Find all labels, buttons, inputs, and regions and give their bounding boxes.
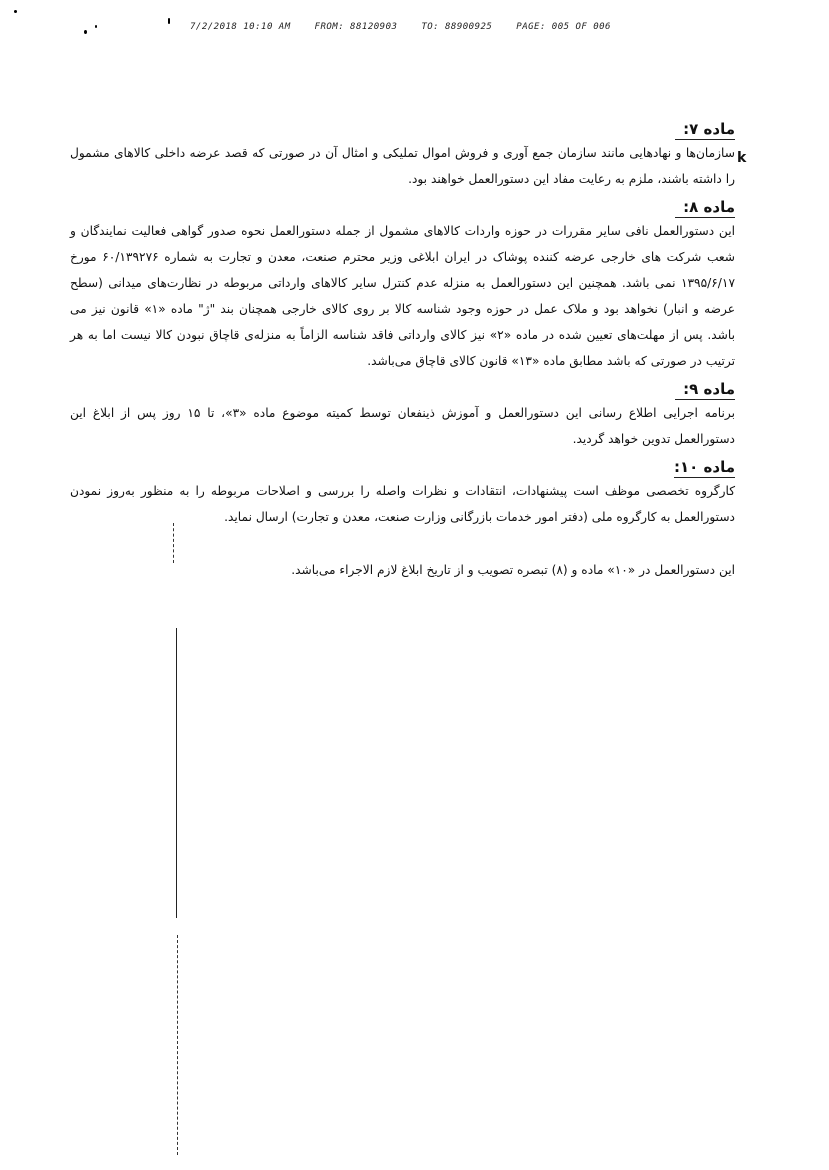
scan-speck xyxy=(168,18,170,24)
article-heading: ماده ۹: xyxy=(675,378,735,400)
article-9 xyxy=(70,378,735,400)
scan-speck xyxy=(84,30,87,34)
article-text: کارگروه تخصصی موظف است پیشنهادات، انتقادات و نظرات واصله را بررسی و اصلاحات مربوطه را به منظور به‌روز نمودن دستورالعمل به کارگروه ملی (دفتر امور خدمات بازرگانی وزارت صنعت، معدن و تجارت) ارسال نماید. xyxy=(70,484,735,524)
article-text: این دستورالعمل نافی سایر مقررات در حوزه واردات کالاهای مشمول از جمله دستورالعمل نحوه صدور گواهی فعالیت نمایندگان و شعب شرکت های خارجی عرضه کننده پوشاک در ایران ابلاغی وزیر محترم صنعت، معدن و تجارت به شماره ۶۰/۱۳۹۲۷۶ مورخ ۱۳۹۵/۶/۱۷ نمی باشد. همچنین این دستورالعمل به منزله عدم کنترل سایر کالاهای وارداتی مربوطه در نظارت‌های میدانی (سطح عرضه و انبار) نخواهد بود و ملاک عمل در حوزه وجود شناسه کالا بر روی کالای خارجی همچنان بند "ژ" ماده «۱» قانون نیز می باشد. پس از مهلت‌های تعیین شده در ماده «۲» نیز کالای وارداتی فاقد شناسه الزاماً به منزله‌ی قاچاق نبودن کالا نیست اما به هر ترتیب در صورتی که باشد مطابق ماده «۱۳» قانون کالای قاچاق می‌باشد. xyxy=(70,224,735,368)
fax-datetime: 7/2/2018 10:10 AM xyxy=(190,22,291,32)
article-heading: ماده ۷: xyxy=(675,118,735,140)
scan-speck xyxy=(95,25,97,28)
scan-speck xyxy=(14,10,17,13)
fax-from: FROM: 88120903 xyxy=(314,22,398,32)
article-10 xyxy=(70,456,735,478)
article-text: سازمان‌ها و نهادهایی مانند سازمان جمع آوری و فروش اموال تملیکی و امثال آن در صورتی که قصد عرضه داخلی کالاهای مشمول را داشته باشند، ملزم به رعایت مفاد این دستورالعمل خواهند بود. xyxy=(70,146,735,186)
article-8 xyxy=(70,196,735,218)
closing-statement: این دستورالعمل در «۱۰» ماده و (۸) تبصره تصویب و از تاریخ ابلاغ لازم الاجراء می‌باشد. xyxy=(291,563,735,577)
fax-to: TO: 88900925 xyxy=(421,22,493,32)
margin-dash-line xyxy=(177,935,178,1155)
document-body xyxy=(70,118,735,594)
handwritten-mark: k xyxy=(737,150,747,166)
article-7 xyxy=(70,118,735,140)
article-heading: ماده ۸: xyxy=(675,196,735,218)
fax-page: PAGE: 005 OF 006 xyxy=(516,22,611,32)
article-text: برنامه اجرایی اطلاع رسانی این دستورالعمل و آموزش ذینفعان توسط کمیته موضوع ماده «۳»، تا ۱۵ روز پس از ابلاغ این دستورالعمل تدوین خواهد گردید. xyxy=(70,406,735,446)
article-heading: ماده ۱۰: xyxy=(673,458,735,476)
margin-solid-line xyxy=(176,628,177,918)
fax-header xyxy=(190,22,629,32)
